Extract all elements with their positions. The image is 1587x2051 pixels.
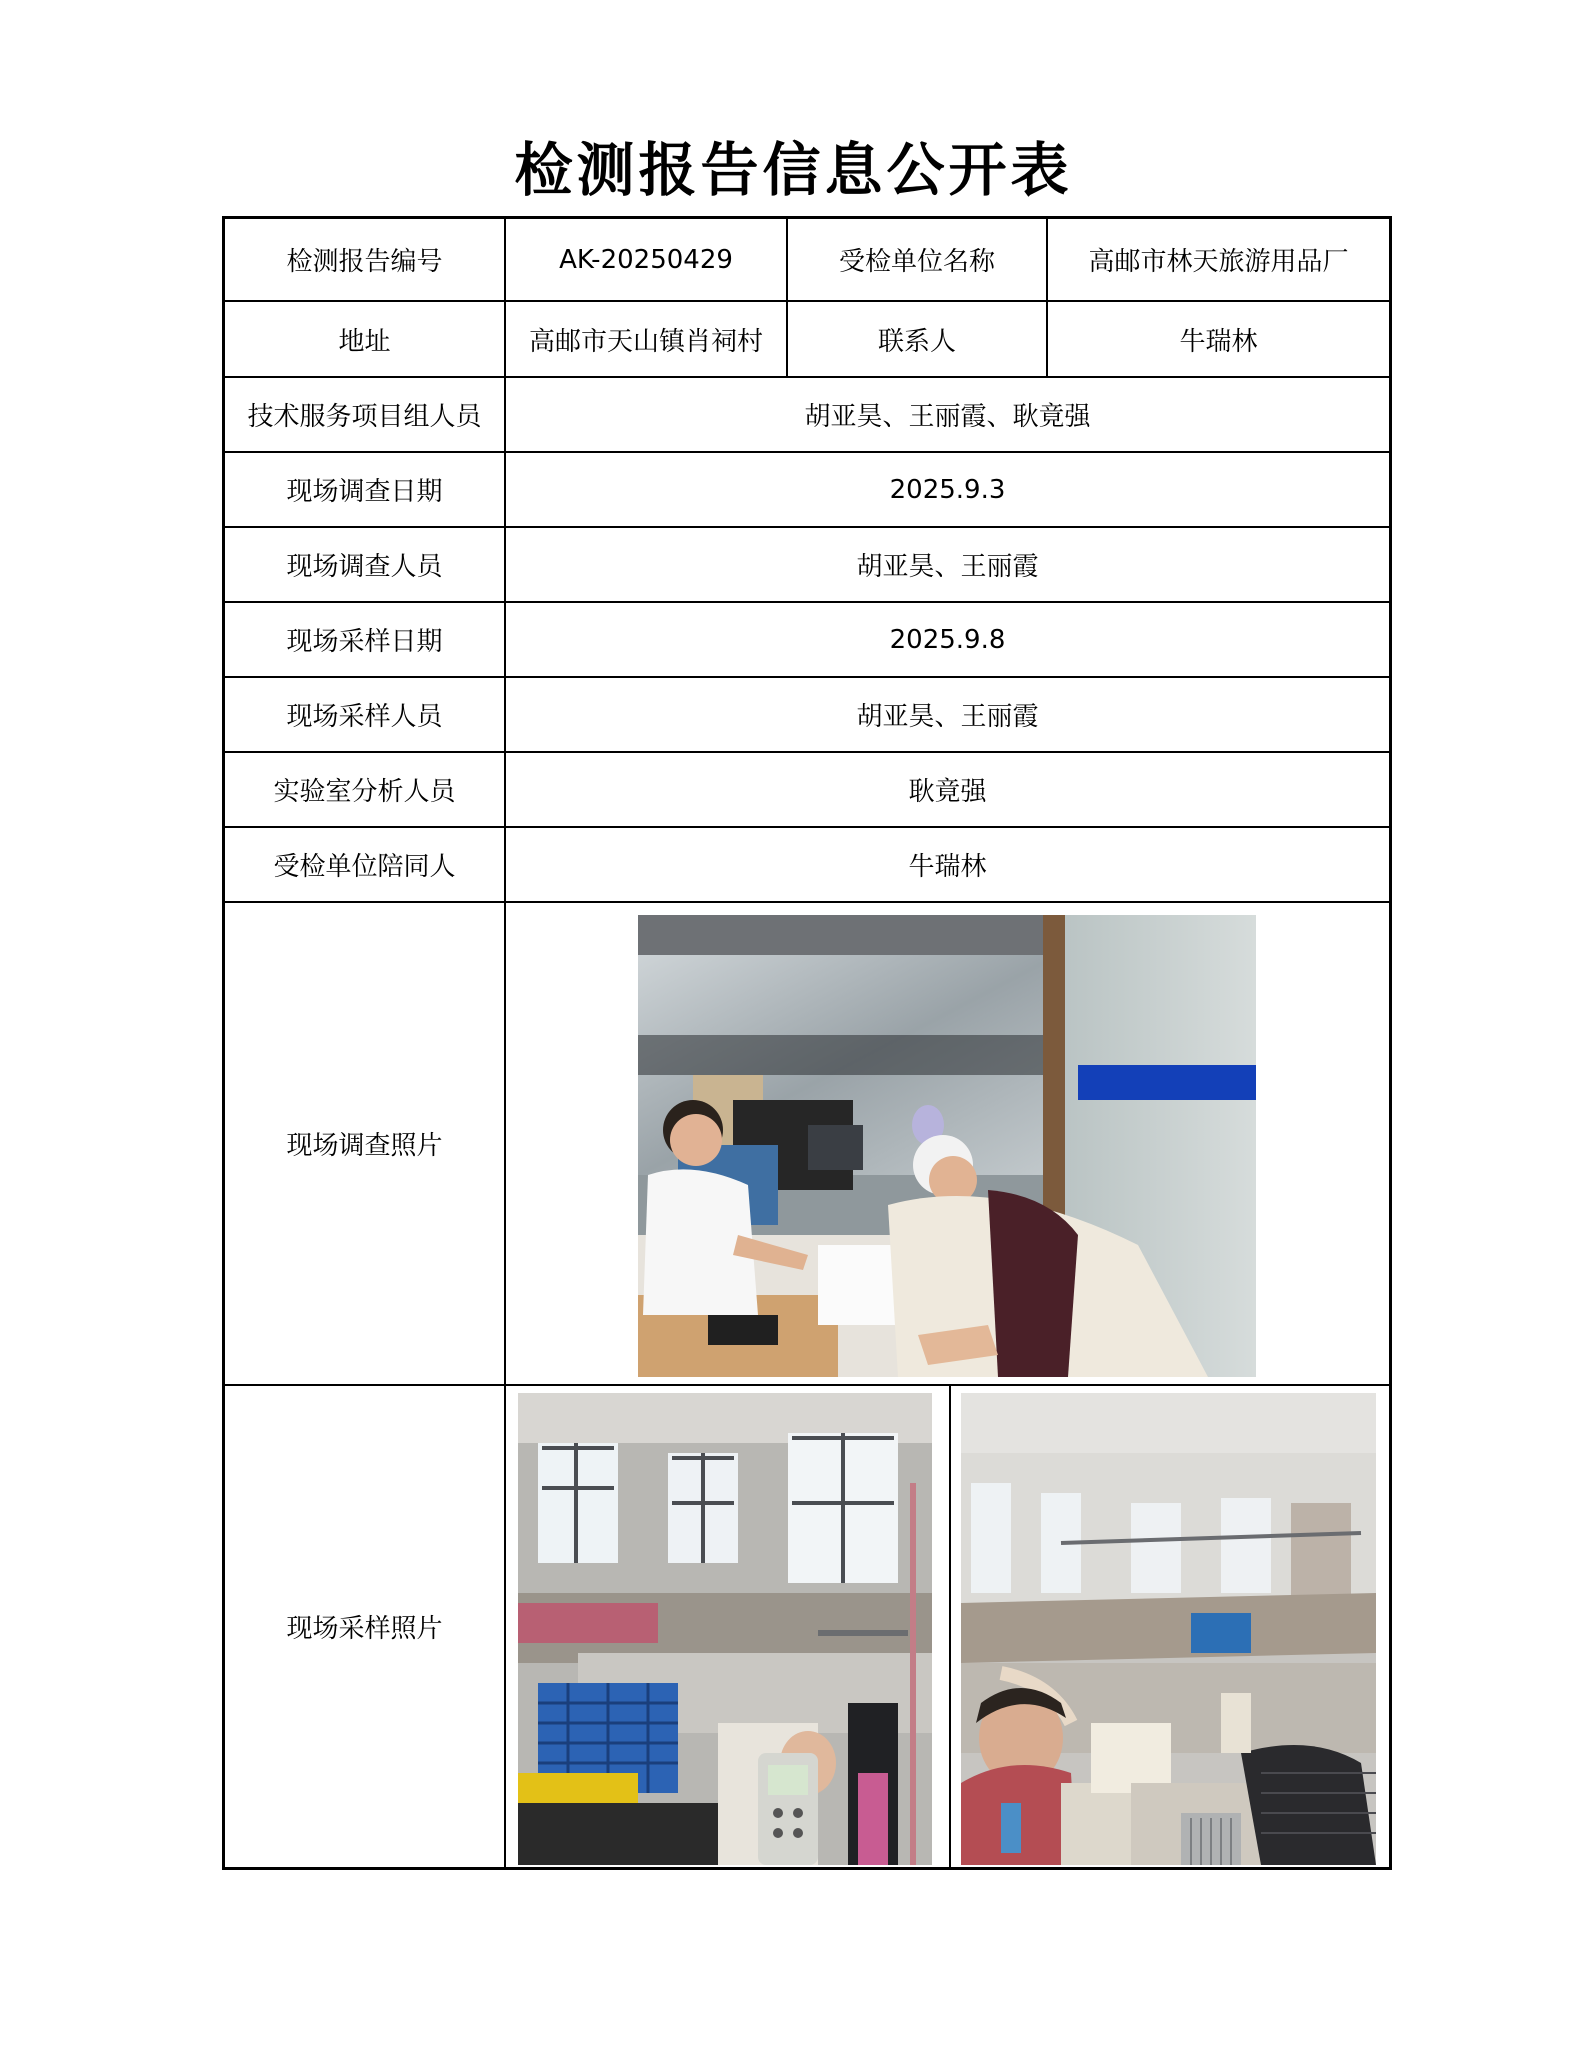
project-team-value: 胡亚昊、王丽霞、耿竟强: [804, 402, 1091, 432]
address-value: 高邮市天山镇肖祠村: [528, 326, 763, 357]
page-title: 检测报告信息公开表: [514, 136, 1073, 204]
sampling-staff-value: 胡亚昊、王丽霞: [856, 702, 1039, 732]
inspected-unit-value: 高邮市林天旅游用品厂: [1088, 247, 1349, 277]
sampling-date-value: 2025.9.8: [889, 624, 1006, 655]
survey-staff-value: 胡亚昊、王丽霞: [856, 552, 1039, 582]
sampling-photo-1: [518, 1393, 932, 1865]
survey-date-label: 现场调查日期: [286, 477, 443, 507]
survey-photo-label: 现场调查照片: [286, 1131, 443, 1161]
sampling-photo-label: 现场采样照片: [286, 1614, 443, 1644]
inspected-unit-label: 受检单位名称: [838, 247, 995, 277]
escort-value: 牛瑞林: [908, 852, 987, 882]
sampling-date-label: 现场采样日期: [286, 627, 443, 657]
address-label: 地址: [338, 326, 391, 357]
report-number-value: AK-20250429: [559, 244, 733, 275]
report-number-label: 检测报告编号: [286, 247, 443, 277]
survey-staff-label: 现场调查人员: [286, 552, 443, 582]
contact-value: 牛瑞林: [1179, 326, 1258, 357]
survey-photo: [638, 915, 1256, 1377]
survey-date-value: 2025.9.3: [889, 474, 1006, 505]
lab-staff-value: 耿竟强: [908, 777, 987, 807]
lab-staff-label: 实验室分析人员: [273, 777, 456, 807]
project-team-label: 技术服务项目组人员: [247, 402, 482, 432]
sampling-photo-2: [961, 1393, 1376, 1865]
contact-label: 联系人: [877, 326, 956, 357]
escort-label: 受检单位陪同人: [273, 852, 456, 882]
sampling-staff-label: 现场采样人员: [286, 702, 443, 732]
